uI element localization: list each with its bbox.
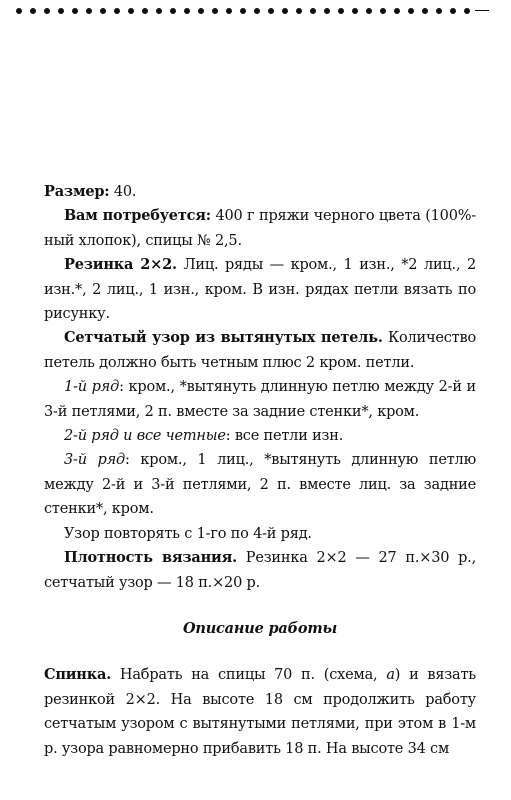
top-dotted-rule <box>16 6 480 16</box>
rule-dot <box>16 8 22 14</box>
rule-dot <box>30 8 36 14</box>
rule-dot <box>240 8 246 14</box>
top-rule-line <box>475 10 489 11</box>
rule-dot <box>310 8 316 14</box>
rule-dot <box>198 8 204 14</box>
row1-paragraph <box>44 375 476 424</box>
row1-text: : кром., *вытянуть длинную петлю между 2-й и 3-й петлями, 2 п. вместе за задние стенки*, кром. <box>44 379 477 420</box>
rule-dot <box>128 8 134 14</box>
rule-dot <box>184 8 190 14</box>
back-text-2: ) и вязать резинкой 2×2. На высоте 18 см продолжить работу сетчатым узором с вытянутыми петлями, при этом в 1-м р. узора равномерно прибавить 18 п. На высоте 34 см <box>44 667 476 757</box>
rule-dot <box>282 8 288 14</box>
rule-dot <box>156 8 162 14</box>
rule-dot <box>100 8 106 14</box>
density-paragraph <box>44 546 476 595</box>
row2-text: : все петли изн. <box>225 428 344 445</box>
density-text: Резинка 2×2 — 27 п.×30 р., сетчатый узор — 18 п.×20 р. <box>44 550 476 591</box>
rule-dot <box>142 8 148 14</box>
size-value: 40. <box>109 184 137 200</box>
materials-label: Вам потребуется: <box>64 207 211 225</box>
rule-dot <box>86 8 92 14</box>
rib-paragraph <box>44 253 476 326</box>
size-label: Размер: <box>44 183 110 200</box>
row1-label: 1-й ряд <box>64 379 120 396</box>
rule-dot <box>58 8 64 14</box>
row3-label: 3-й ряд <box>64 452 126 469</box>
size-paragraph <box>44 180 476 204</box>
rule-dot <box>338 8 344 14</box>
rib-label: Резинка 2×2. <box>64 256 177 274</box>
repeat-text: Узор повторять с 1-го по 4-й ряд. <box>64 525 312 542</box>
back-paragraph <box>44 663 476 761</box>
rib-text: Лиц. ряды — кром., 1 изн., *2 лиц., 2 изн.*, 2 лиц., 1 изн., кром. В изн. рядах петли вязать по рисунку. <box>44 257 476 323</box>
rule-dot <box>422 8 428 14</box>
rule-dot <box>72 8 78 14</box>
back-text-1: Набрать на спицы 70 п. (схема, <box>111 667 387 684</box>
row2-label: 2-й ряд и все четные <box>64 428 226 445</box>
rule-dot <box>114 8 120 14</box>
rule-dot <box>366 8 372 14</box>
rule-dot <box>394 8 400 14</box>
rule-dot <box>254 8 260 14</box>
repeat-paragraph <box>44 522 476 546</box>
density-label: Плотность вязания. <box>64 549 237 567</box>
mesh-pattern-label: Сетчатый узор из вытянутых петель. <box>64 329 383 347</box>
materials-paragraph <box>44 204 476 253</box>
rule-dot <box>44 8 50 14</box>
rule-dot <box>170 8 176 14</box>
rule-dot <box>226 8 232 14</box>
row3-text: : кром., 1 лиц., *вытянуть длинную петлю между 2-й и 3-й петлями, 2 п. вместе лиц. за задние стенки*, кром. <box>44 452 476 518</box>
rule-dot <box>380 8 386 14</box>
rule-dot <box>212 8 218 14</box>
rule-dot <box>408 8 414 14</box>
row2-paragraph <box>44 424 476 448</box>
materials-text: 400 г пряжи черного цвета (100%-ный хлопок), спицы № 2,5. <box>44 208 476 249</box>
section-title: Описание работы <box>182 619 338 637</box>
mesh-pattern-text: Количество петель должно быть четным плюс 2 кром. петли. <box>44 330 476 371</box>
row3-paragraph <box>44 448 476 521</box>
rule-dot <box>324 8 330 14</box>
rule-dot <box>352 8 358 14</box>
back-label: Спинка. <box>44 666 112 684</box>
rule-dot <box>268 8 274 14</box>
rule-dot <box>450 8 456 14</box>
rule-dot <box>296 8 302 14</box>
back-text-a: а <box>386 667 395 684</box>
mesh-pattern-paragraph <box>44 326 476 375</box>
rule-dot <box>436 8 442 14</box>
page-body <box>44 180 476 761</box>
rule-dot <box>464 8 470 14</box>
